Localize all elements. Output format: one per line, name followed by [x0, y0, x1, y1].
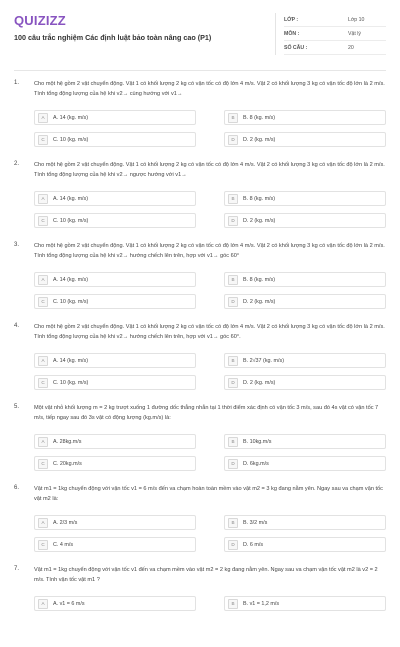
meta-value: Vật lý	[348, 30, 361, 37]
option-letter-box: B	[228, 194, 238, 204]
answer-option[interactable]	[34, 272, 196, 287]
meta-row-class	[284, 13, 386, 27]
answer-option[interactable]	[224, 272, 386, 287]
option-text: D. 2 (kg. m/s)	[243, 136, 276, 143]
meta-row-count	[284, 41, 386, 55]
answer-option[interactable]	[224, 132, 386, 147]
answer-option[interactable]	[224, 294, 386, 309]
question-item	[14, 161, 386, 242]
answer-option[interactable]	[34, 132, 196, 147]
option-text: D. 6kg.m/s	[243, 460, 269, 467]
answer-options	[34, 596, 386, 611]
option-letter-box: A	[38, 275, 48, 285]
answer-option[interactable]	[224, 110, 386, 125]
question-text: Cho một hệ gồm 2 vật chuyển động. Vật 1 có khối lượng 2 kg có vận tốc có độ lớn 4 m/s. Vật 2 có khối lượng 3 kg có vận tốc độ lớn là 2 m/s. Tính tổng động lượng của hệ khi v2→ hướng chếch lên trên, hợp với v1→ góc 60°.	[34, 324, 385, 340]
option-letter-box: B	[228, 113, 238, 123]
meta-row-subject	[284, 27, 386, 41]
answer-option[interactable]	[34, 515, 196, 530]
answer-option[interactable]	[224, 596, 386, 611]
question-item	[14, 485, 386, 566]
answer-option[interactable]	[34, 434, 196, 449]
question-item	[14, 323, 386, 404]
page-title: 100 câu trắc nghiệm Các định luật bảo toàn nâng cao (P1)	[14, 33, 212, 42]
question-text: Cho một hệ gồm 2 vật chuyển động. Vật 1 có khối lượng 2 kg có vận tốc có độ lớn 4 m/s. Vật 2 có khối lượng 3 kg có vận tốc độ lớn là 2 m/s. Tính tổng động lượng của hệ khi v2→ ngược hướng với v1→	[34, 162, 385, 178]
option-text: C. 10 (kg. m/s)	[53, 136, 89, 143]
answer-option[interactable]	[34, 294, 196, 309]
option-letter-box: A	[38, 518, 48, 528]
option-letter-box: B	[228, 356, 238, 366]
meta-label: LỚP :	[284, 16, 299, 23]
question-number: 4.	[14, 323, 20, 329]
option-letter-box: D	[228, 216, 238, 226]
option-text: C. 10 (kg. m/s)	[53, 298, 89, 305]
meta-value: 20	[348, 44, 354, 51]
answer-option[interactable]	[224, 353, 386, 368]
option-letter-box: C	[38, 378, 48, 388]
answer-option[interactable]	[34, 456, 196, 471]
option-letter-box: B	[228, 599, 238, 609]
option-text: A. 2/3 m/s	[53, 519, 78, 526]
answer-option[interactable]	[224, 456, 386, 471]
option-text: B. v1 = 1,2 m/s	[243, 600, 280, 607]
answer-option[interactable]	[34, 213, 196, 228]
option-letter-box: D	[228, 459, 238, 469]
option-letter-box: B	[228, 518, 238, 528]
option-text: D. 6 m/s	[243, 541, 264, 548]
question-number: 1.	[14, 80, 20, 86]
option-text: B. 8 (kg. m/s)	[243, 195, 276, 202]
question-number: 7.	[14, 566, 20, 572]
quizizz-logo: QUIZIZZ	[14, 13, 66, 28]
answer-option[interactable]	[224, 213, 386, 228]
option-text: A. v1 = 6 m/s	[53, 600, 85, 607]
option-letter-box: A	[38, 437, 48, 447]
answer-options	[34, 110, 386, 147]
option-text: C. 10 (kg. m/s)	[53, 217, 89, 224]
option-letter-box: D	[228, 135, 238, 145]
option-text: D. 2 (kg. m/s)	[243, 298, 276, 305]
option-letter-box: A	[38, 194, 48, 204]
worksheet-meta	[275, 13, 386, 55]
option-text: B. 8 (kg. m/s)	[243, 276, 276, 283]
option-letter-box: C	[38, 459, 48, 469]
answer-options	[34, 191, 386, 228]
option-text: A. 14 (kg. m/s)	[53, 357, 89, 364]
question-text: Vật m1 = 1kg chuyển động với vận tốc v1 đến va chạm mềm vào vật m2 = 2 kg đang nằm yên. Ngay sau va chạm vận tốc vật m2 là v2 = 2 m/s. Tính vận tốc vật m1 ?	[34, 567, 378, 583]
question-item	[14, 566, 386, 647]
question-item	[14, 404, 386, 485]
answer-option[interactable]	[34, 596, 196, 611]
option-letter-box: D	[228, 297, 238, 307]
answer-option[interactable]	[224, 375, 386, 390]
answer-option[interactable]	[224, 537, 386, 552]
option-text: C. 4 m/s	[53, 541, 74, 548]
answer-option[interactable]	[34, 375, 196, 390]
option-text: C. 20kg.m/s	[53, 460, 82, 467]
question-number: 3.	[14, 242, 20, 248]
option-letter-box: A	[38, 599, 48, 609]
question-text: Cho một hệ gồm 2 vật chuyển động. Vật 1 có khối lượng 2 kg có vận tốc có độ lớn 4 m/s. Vật 2 có khối lượng 3 kg có vận tốc độ lớn là 2 m/s. Tính tổng động lượng của hệ khi v2→ hướng chếch lên trên, hợp với v1→ góc 60°	[34, 243, 385, 259]
question-text: Vật m1 = 1kg chuyển động với vận tốc v1 = 6 m/s đến va chạm hoàn toàn mềm vào vật m2 = 3 kg đang nằm yên. Ngay sau va chạm vận tốc vật m2 là:	[34, 486, 383, 502]
answer-option[interactable]	[34, 191, 196, 206]
option-letter-box: C	[38, 297, 48, 307]
answer-option[interactable]	[34, 110, 196, 125]
meta-label: SỐ CÂU :	[284, 44, 308, 51]
option-text: D. 2 (kg. m/s)	[243, 379, 276, 386]
option-letter-box: B	[228, 275, 238, 285]
option-letter-box: B	[228, 437, 238, 447]
option-text: B. 3/2 m/s	[243, 519, 268, 526]
question-number: 5.	[14, 404, 20, 410]
option-letter-box: A	[38, 356, 48, 366]
answer-option[interactable]	[34, 537, 196, 552]
option-text: B. 2√37 (kg. m/s)	[243, 357, 285, 364]
question-text: Cho một hệ gồm 2 vật chuyển động. Vật 1 có khối lượng 2 kg có vận tốc có độ lớn 4 m/s. Vật 2 có khối lượng 3 kg có vận tốc độ lớn là 2 m/s. Tính tổng động lượng của hệ khi v2→ cùng hướng với v1→	[34, 81, 385, 97]
question-list	[14, 80, 386, 647]
meta-value: Lớp 10	[348, 16, 365, 23]
header-divider	[14, 70, 386, 71]
question-item	[14, 80, 386, 161]
answer-option[interactable]	[224, 434, 386, 449]
option-text: C. 10 (kg. m/s)	[53, 379, 89, 386]
option-letter-box: C	[38, 216, 48, 226]
option-text: B. 10kg.m/s	[243, 438, 272, 445]
answer-options	[34, 434, 386, 471]
option-letter-box: D	[228, 540, 238, 550]
option-text: A. 28kg.m/s	[53, 438, 82, 445]
option-text: A. 14 (kg. m/s)	[53, 195, 89, 202]
question-item	[14, 242, 386, 323]
meta-label: MÔN :	[284, 30, 300, 37]
answer-option[interactable]	[34, 353, 196, 368]
answer-options	[34, 272, 386, 309]
option-text: D. 2 (kg. m/s)	[243, 217, 276, 224]
option-text: A. 14 (kg. m/s)	[53, 114, 89, 121]
option-letter-box: D	[228, 378, 238, 388]
question-text: Một vật nhỏ khối lượng m = 2 kg trượt xuống 1 đường dốc thẳng nhẵn tại 1 thời điểm xác định có vận tốc 3 m/s, sau đó 4s vật có vận tốc 7 m/s, tiếp ngay sau đó 3s vật có động lượng (kg.m/s) là:	[34, 405, 379, 421]
option-text: A. 14 (kg. m/s)	[53, 276, 89, 283]
question-number: 2.	[14, 161, 20, 167]
answer-options	[34, 515, 386, 552]
question-number: 6.	[14, 485, 20, 491]
answer-option[interactable]	[224, 515, 386, 530]
answer-options	[34, 353, 386, 390]
answer-option[interactable]	[224, 191, 386, 206]
option-letter-box: C	[38, 540, 48, 550]
option-text: B. 8 (kg. m/s)	[243, 114, 276, 121]
option-letter-box: A	[38, 113, 48, 123]
option-letter-box: C	[38, 135, 48, 145]
